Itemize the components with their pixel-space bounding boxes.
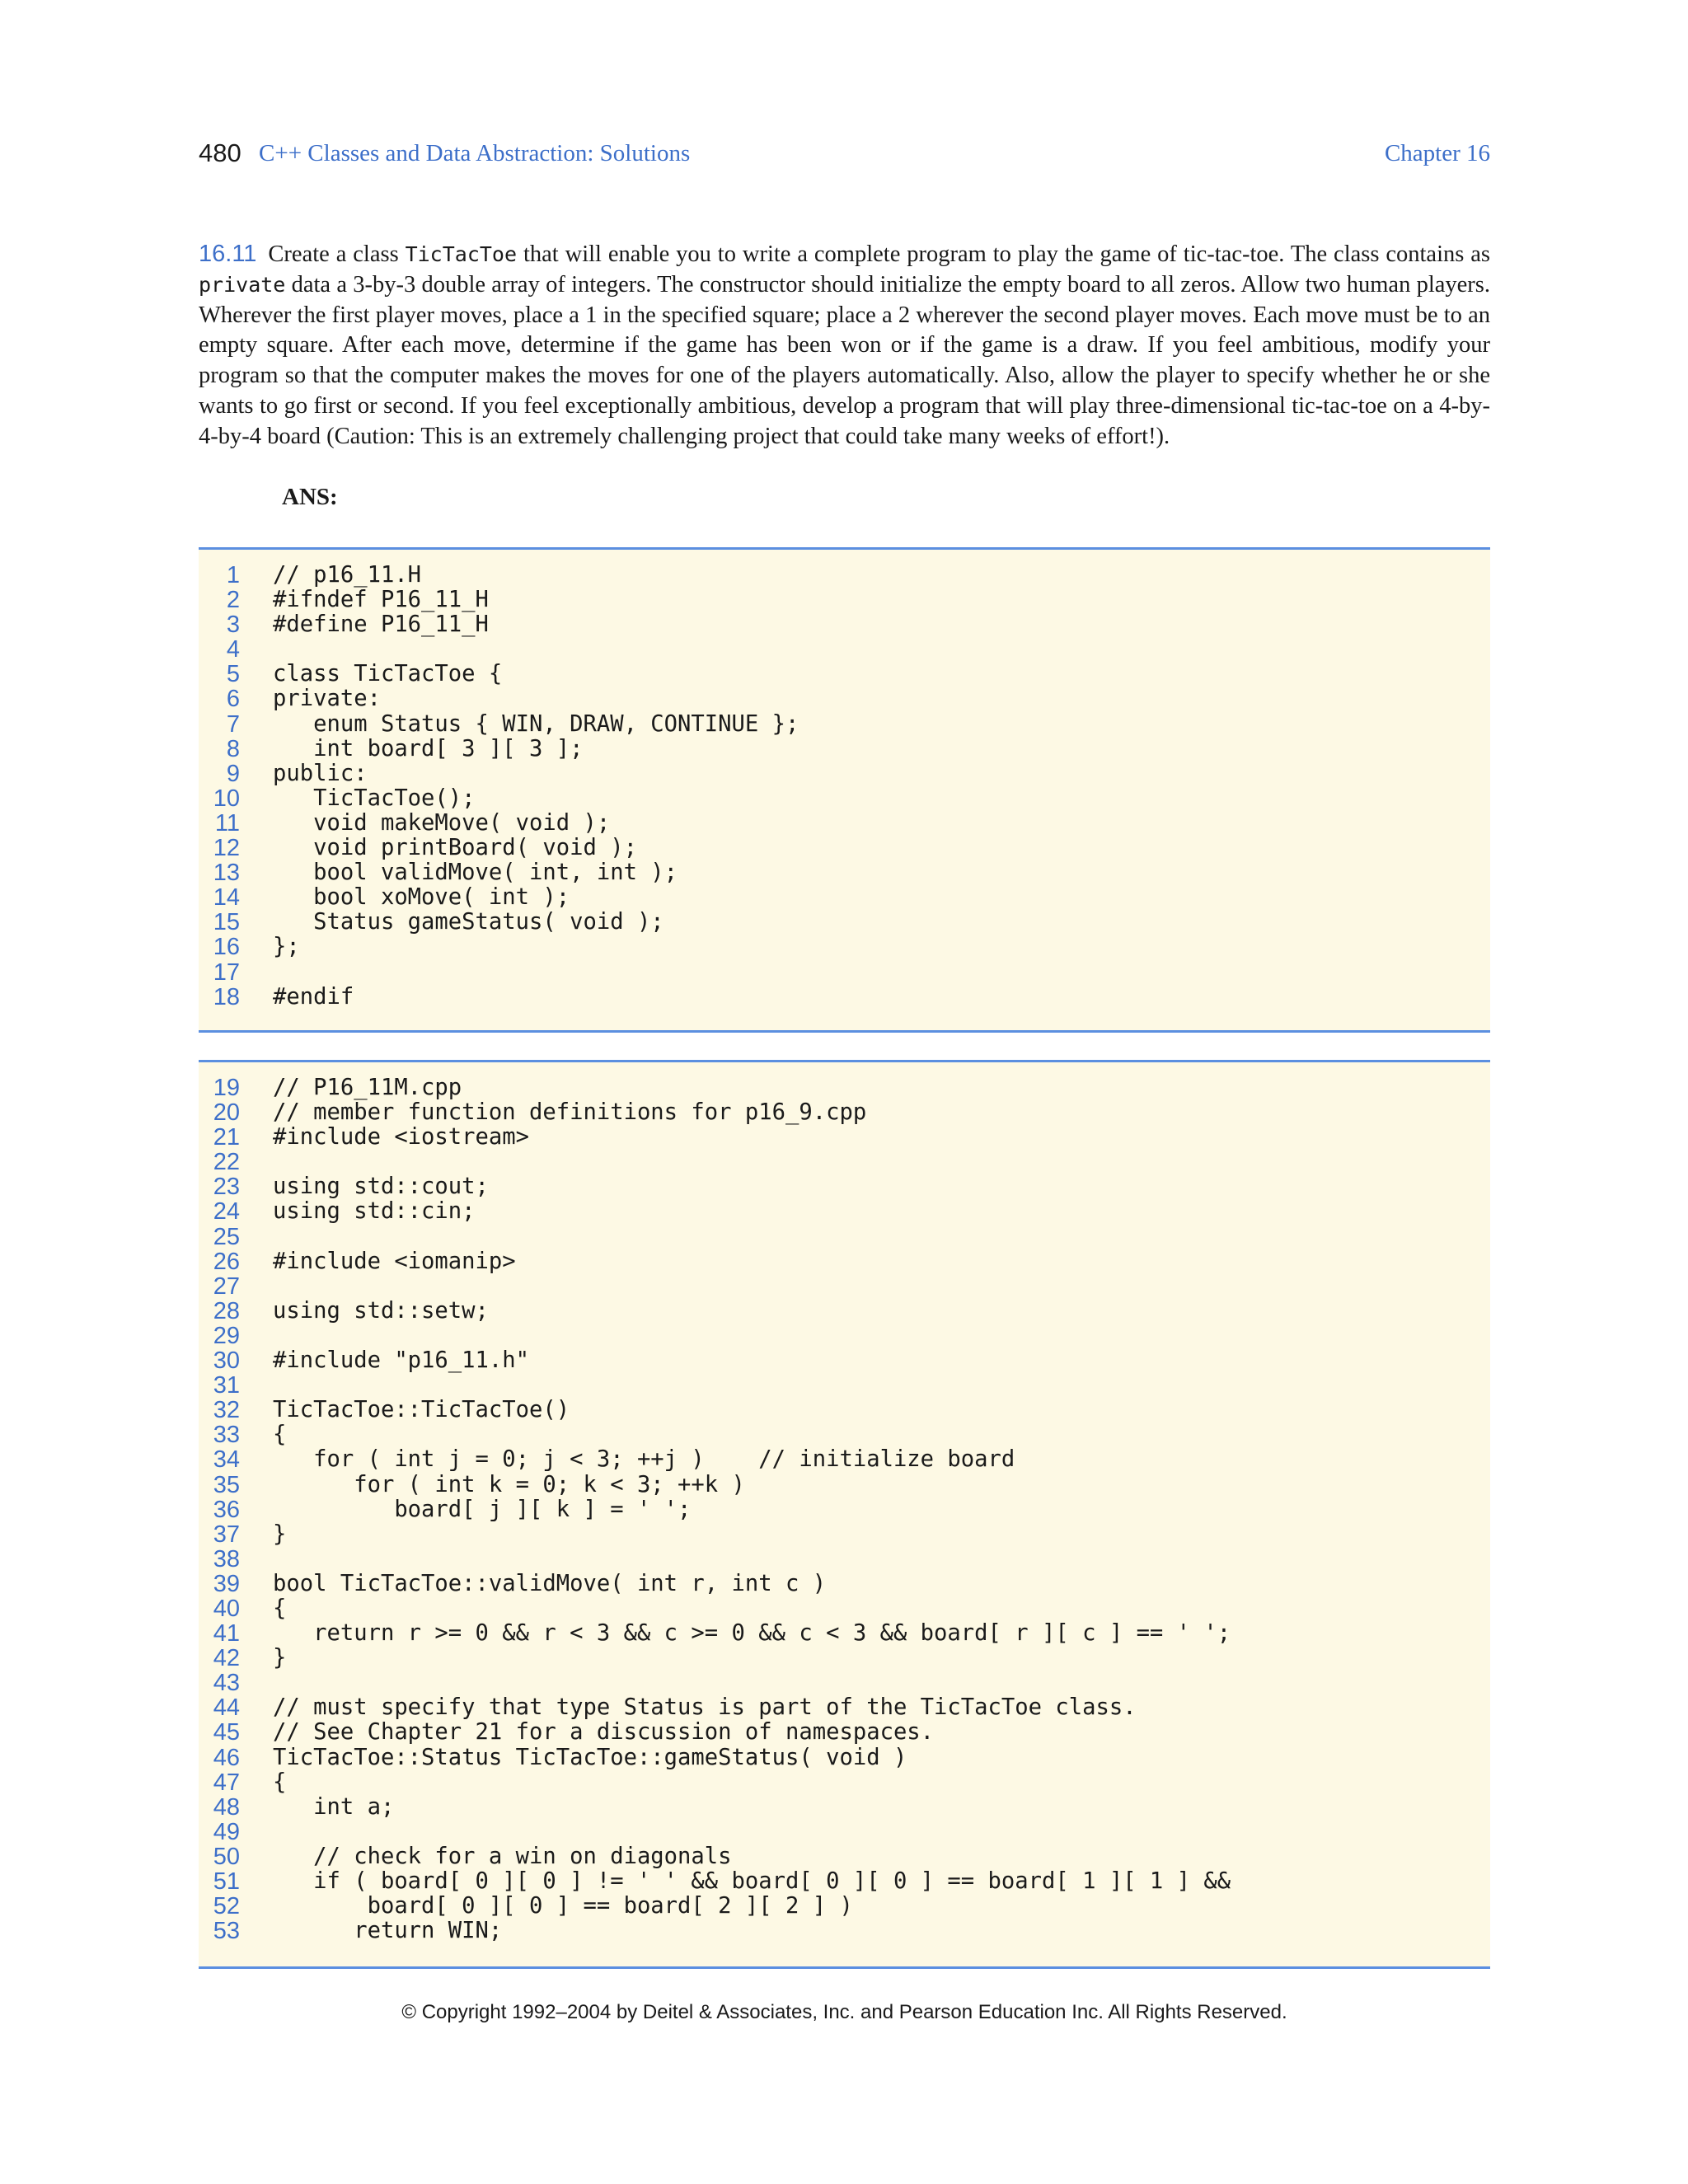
code-line: [199, 1324, 1490, 1348]
line-number: 24: [213, 1198, 240, 1226]
code-text: public:: [273, 760, 368, 786]
code-line: [199, 1299, 1490, 1324]
code-line: [199, 910, 1490, 935]
line-number: 42: [213, 1645, 240, 1672]
code-line: [199, 1348, 1490, 1373]
code-line: [199, 762, 1490, 786]
code-line: [199, 885, 1490, 910]
line-number: 47: [213, 1769, 240, 1796]
code-text: #endif: [273, 983, 354, 1010]
code-line: [199, 1746, 1490, 1770]
code-text: board[ j ][ k ] = ' ';: [273, 1496, 692, 1522]
code-line: [199, 1473, 1490, 1497]
line-number: 50: [213, 1843, 240, 1870]
code-text: TicTacToe();: [273, 785, 476, 811]
code-text: void printBoard( void );: [273, 835, 637, 861]
line-number: 3: [226, 612, 240, 639]
line-number: 25: [213, 1223, 240, 1250]
problem-text-segment: Create a class: [268, 241, 406, 267]
code-text: #include <iomanip>: [273, 1248, 516, 1274]
code-line: [199, 1174, 1490, 1199]
line-number: 4: [226, 636, 240, 663]
line-number: 45: [213, 1719, 240, 1746]
code-line: [199, 1199, 1490, 1224]
line-number: 5: [226, 661, 240, 688]
line-number: 32: [213, 1397, 240, 1424]
line-number: 22: [213, 1149, 240, 1176]
code-line: [199, 811, 1490, 836]
code-text: return r >= 0 && r < 3 && c >= 0 && c < 3 && board[ r ][ c ] == ' ';: [273, 1620, 1231, 1647]
line-number: 26: [213, 1248, 240, 1275]
code-listing-header-file: [199, 547, 1490, 1033]
code-text: #ifndef P16_11_H: [273, 587, 489, 613]
code-line: [199, 1671, 1490, 1695]
line-number: 35: [213, 1471, 240, 1498]
line-number: 19: [213, 1075, 240, 1101]
line-number: 28: [213, 1297, 240, 1324]
code-line: [199, 1596, 1490, 1621]
line-number: 30: [213, 1347, 240, 1375]
line-number: 41: [213, 1620, 240, 1647]
code-line: [199, 737, 1490, 762]
code-text: int a;: [273, 1793, 395, 1820]
code-text: #define P16_11_H: [273, 612, 489, 638]
code-text: return WIN;: [273, 1918, 503, 1944]
problem-number: 16.11: [199, 241, 257, 267]
code-line: [199, 1274, 1490, 1299]
line-number: 52: [213, 1893, 240, 1920]
code-text: using std::cin;: [273, 1198, 476, 1225]
line-number: 21: [213, 1124, 240, 1151]
line-number: 34: [213, 1446, 240, 1474]
code-line: [199, 1373, 1490, 1398]
code-text: }: [273, 1521, 287, 1547]
code-text: enum Status { WIN, DRAW, CONTINUE };: [273, 710, 799, 737]
code-line: [199, 1894, 1490, 1919]
chapter-label: Chapter 16: [1384, 140, 1490, 166]
line-number: 13: [213, 860, 240, 887]
code-line: [199, 960, 1490, 985]
code-text: TicTacToe::TicTacToe(): [273, 1397, 570, 1423]
code-line: [199, 1844, 1490, 1869]
code-line: [199, 935, 1490, 959]
line-number: 33: [213, 1422, 240, 1449]
code-text: bool xoMove( int );: [273, 884, 570, 911]
line-number: 8: [226, 735, 240, 762]
line-number: 2: [226, 587, 240, 614]
line-number: 7: [226, 710, 240, 738]
code-line: [199, 588, 1490, 612]
code-line: [199, 1547, 1490, 1572]
code-text: Status gameStatus( void );: [273, 909, 664, 935]
code-line: [199, 1695, 1490, 1720]
code-line: [199, 836, 1490, 860]
line-number: 18: [213, 983, 240, 1010]
code-line: [199, 1770, 1490, 1795]
code-text: board[ 0 ][ 0 ] == board[ 2 ][ 2 ] ): [273, 1893, 853, 1919]
code-line: [199, 860, 1490, 885]
line-number: 27: [213, 1272, 240, 1300]
code-line: [199, 1522, 1490, 1547]
answer-label: ANS:: [282, 484, 338, 510]
code-text: for ( int j = 0; j < 3; ++j ) // initialize board: [273, 1446, 1015, 1473]
code-line: [199, 1720, 1490, 1745]
code-line: [199, 1572, 1490, 1596]
code-line: [199, 1795, 1490, 1820]
code-line: [199, 1150, 1490, 1174]
line-number: 23: [213, 1174, 240, 1201]
code-text: for ( int k = 0; k < 3; ++k ): [273, 1471, 745, 1497]
copyright-footer: © Copyright 1992–2004 by Deitel & Associates, Inc. and Pearson Education Inc. All Rights Reserved.: [401, 2001, 1287, 2023]
inline-code: private: [199, 272, 286, 297]
line-number: 39: [213, 1570, 240, 1597]
code-text: // member function definitions for p16_9.cpp: [273, 1099, 867, 1126]
code-text: class TicTacToe {: [273, 661, 503, 687]
problem-text-segment: that will enable you to write a complete program to play the game of tic-tac-toe. The class contains as: [517, 241, 1490, 267]
line-number: 15: [213, 909, 240, 936]
line-number: 43: [213, 1670, 240, 1697]
inline-code: TicTacToe: [405, 242, 518, 266]
code-lines: [199, 1076, 1490, 1943]
line-number: 48: [213, 1793, 240, 1821]
line-number: 37: [213, 1521, 240, 1548]
code-text: bool validMove( int, int );: [273, 860, 678, 886]
code-line: [199, 1225, 1490, 1249]
code-listing-member-functions: [199, 1060, 1490, 1969]
code-text: }: [273, 1645, 287, 1671]
code-line: [199, 1497, 1490, 1522]
line-number: 12: [213, 835, 240, 862]
line-number: 38: [213, 1545, 240, 1572]
code-line: [199, 1646, 1490, 1671]
code-line: [199, 1820, 1490, 1844]
code-text: };: [273, 934, 300, 960]
code-text: using std::setw;: [273, 1297, 489, 1324]
code-line: [199, 1447, 1490, 1472]
line-number: 44: [213, 1694, 240, 1722]
problem-statement: [199, 239, 1490, 452]
line-number: 49: [213, 1818, 240, 1845]
line-number: 16: [213, 934, 240, 961]
problem-text: [199, 241, 1490, 449]
page-header: [199, 138, 1490, 176]
code-line: [199, 662, 1490, 687]
code-text: #include <iostream>: [273, 1124, 529, 1151]
code-text: private:: [273, 686, 381, 712]
line-number: 40: [213, 1595, 240, 1622]
code-text: using std::cout;: [273, 1174, 489, 1200]
code-line: [199, 1919, 1490, 1943]
code-text: bool TicTacToe::validMove( int r, int c ): [273, 1570, 827, 1596]
line-number: 14: [213, 884, 240, 912]
line-number: 11: [214, 809, 240, 837]
code-line: [199, 1398, 1490, 1422]
code-line: [199, 1621, 1490, 1646]
code-text: {: [273, 1422, 287, 1448]
line-number: 1: [226, 562, 240, 588]
code-text: if ( board[ 0 ][ 0 ] != ' ' && board[ 0 ][ 0 ] == board[ 1 ][ 1 ] &&: [273, 1868, 1231, 1894]
code-text: // must specify that type Status is part of the TicTacToe class.: [273, 1694, 1137, 1721]
code-line: [199, 1125, 1490, 1150]
page-number: 480: [199, 138, 241, 167]
code-text: int board[ 3 ][ 3 ];: [273, 735, 584, 762]
code-text: {: [273, 1769, 287, 1795]
code-line: [199, 1422, 1490, 1447]
code-text: // p16_11.H: [273, 562, 422, 588]
code-lines: [199, 563, 1490, 1010]
code-line: [199, 612, 1490, 637]
code-text: // P16_11M.cpp: [273, 1075, 462, 1100]
problem-text-segment: data a 3-by-3 double array of integers. The constructor should initialize the empty board to all zeros. Allow two human players. Wherever the first player moves, place a 1 in the specified square; place a 2 wherever the second player moves. Each move must be to an empty square. After each move, determine if the game has been won or if the game is a draw. If you feel ambitious, modify your program so that the computer makes the moves for one of the players automatically. Also, allow the player to specify whether he or she wants to go first or second. If you feel exceptionally ambitious, develop a program that will play three-dimensional tic-tac-toe on a 4-by-4-by-4 board (Caution: This is an extremely challenging project that could take many weeks of effort!).: [199, 271, 1490, 449]
code-line: [199, 985, 1490, 1010]
code-text: {: [273, 1595, 287, 1621]
line-number: 53: [213, 1918, 240, 1945]
code-text: #include "p16_11.h": [273, 1347, 529, 1374]
code-line: [199, 687, 1490, 711]
code-line: [199, 1869, 1490, 1894]
code-line: [199, 712, 1490, 737]
code-text: TicTacToe::Status TicTacToe::gameStatus( void ): [273, 1744, 907, 1770]
code-line: [199, 637, 1490, 662]
line-number: 29: [213, 1322, 240, 1349]
line-number: 36: [213, 1496, 240, 1523]
code-line: [199, 1249, 1490, 1274]
code-line: [199, 563, 1490, 588]
line-number: 9: [226, 760, 240, 787]
line-number: 10: [213, 785, 240, 812]
line-number: 31: [213, 1372, 240, 1399]
line-number: 46: [213, 1744, 240, 1771]
running-title: C++ Classes and Data Abstraction: Solutions: [259, 140, 691, 166]
code-text: // See Chapter 21 for a discussion of namespaces.: [273, 1719, 935, 1746]
line-number: 20: [213, 1099, 240, 1127]
code-text: void makeMove( void );: [273, 809, 611, 836]
line-number: 17: [213, 958, 240, 986]
code-line: [199, 1076, 1490, 1100]
code-line: [199, 1100, 1490, 1125]
line-number: 51: [213, 1868, 240, 1895]
code-text: // check for a win on diagonals: [273, 1843, 732, 1869]
code-line: [199, 786, 1490, 811]
line-number: 6: [226, 686, 240, 713]
